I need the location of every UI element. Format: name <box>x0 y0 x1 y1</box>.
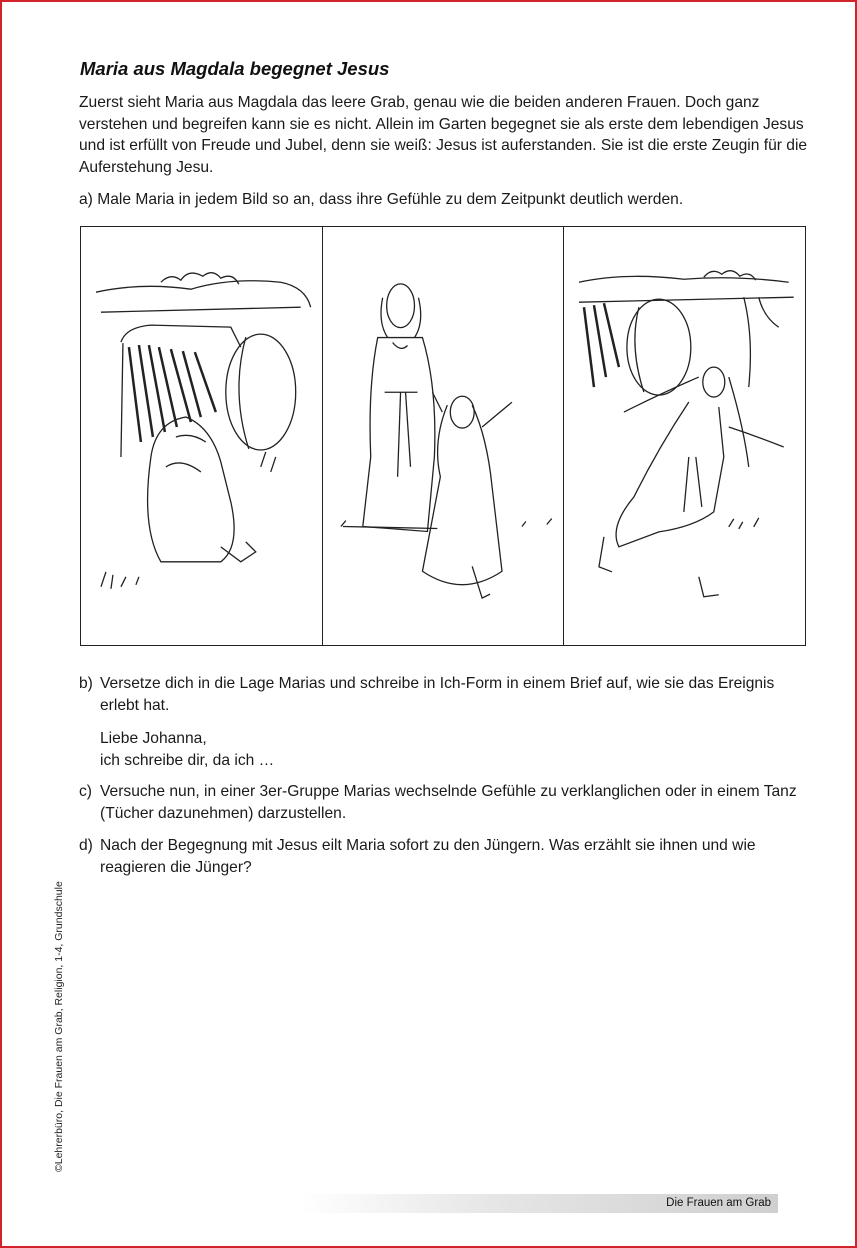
task-d <box>79 835 809 879</box>
intro-paragraph <box>79 92 809 178</box>
panel-mary-meets-jesus <box>323 227 565 645</box>
page-title: Maria aus Magdala begegnet Jesus <box>80 58 390 79</box>
task-b-label: b) <box>79 675 93 692</box>
illustration-joyful-mary <box>564 227 805 645</box>
footer-label: Die Frauen am Grab <box>666 1197 771 1209</box>
task-d-label: d) <box>79 837 93 854</box>
panel-mary-weeping-at-tomb <box>81 227 323 645</box>
intro-text: Zuerst sieht Maria aus Magdala das leere Grab, genau wie die beiden anderen Frauen. Doch ganz verstehen und begreifen kann sie es nicht. Allein im Garten begegnet sie als erste dem lebendigen Jesus und ist erfüllt von Freude und Jubel, denn sie weiß: Jesus ist auferstanden. Sie ist die erste Zeugin für die Auferstehung Jesu. <box>79 94 808 176</box>
task-c-text: Versuche nun, in einer 3er-Gruppe Marias wechselnde Gefühle zu verklanglichen oder in einem Tanz (Tücher dazunehmen) darzustellen. <box>100 783 797 822</box>
task-d-text: Nach der Begegnung mit Jesus eilt Maria sofort zu den Jüngern. Was erzählt sie ihnen und wie reagieren die Jünger? <box>100 837 756 876</box>
copyright-sidebar: ©Lehrerbüro, Die Frauen am Grab, Religion, 1-4, Grundschule <box>53 881 65 1172</box>
task-c <box>79 781 809 825</box>
letter-greeting: Liebe Johanna, <box>100 730 207 747</box>
illustration-weeping-mary <box>81 227 322 645</box>
task-c-label: c) <box>79 783 92 800</box>
task-b <box>79 673 809 717</box>
panel-mary-running-joyfully <box>564 227 805 645</box>
task-a-label: a) <box>79 191 93 208</box>
task-a-text: Male Maria in jedem Bild so an, dass ihre Gefühle zu dem Zeitpunkt deutlich werden. <box>97 191 684 208</box>
letter-opening-line: ich schreibe dir, da ich … <box>100 752 275 769</box>
letter-start <box>100 728 274 772</box>
task-b-text: Versetze dich in die Lage Marias und schreibe in Ich-Form in einem Brief auf, wie sie das Ereignis erlebt hat. <box>100 675 775 714</box>
illustration-panels <box>80 226 806 646</box>
task-a <box>79 191 683 209</box>
illustration-jesus-and-mary <box>323 227 564 645</box>
